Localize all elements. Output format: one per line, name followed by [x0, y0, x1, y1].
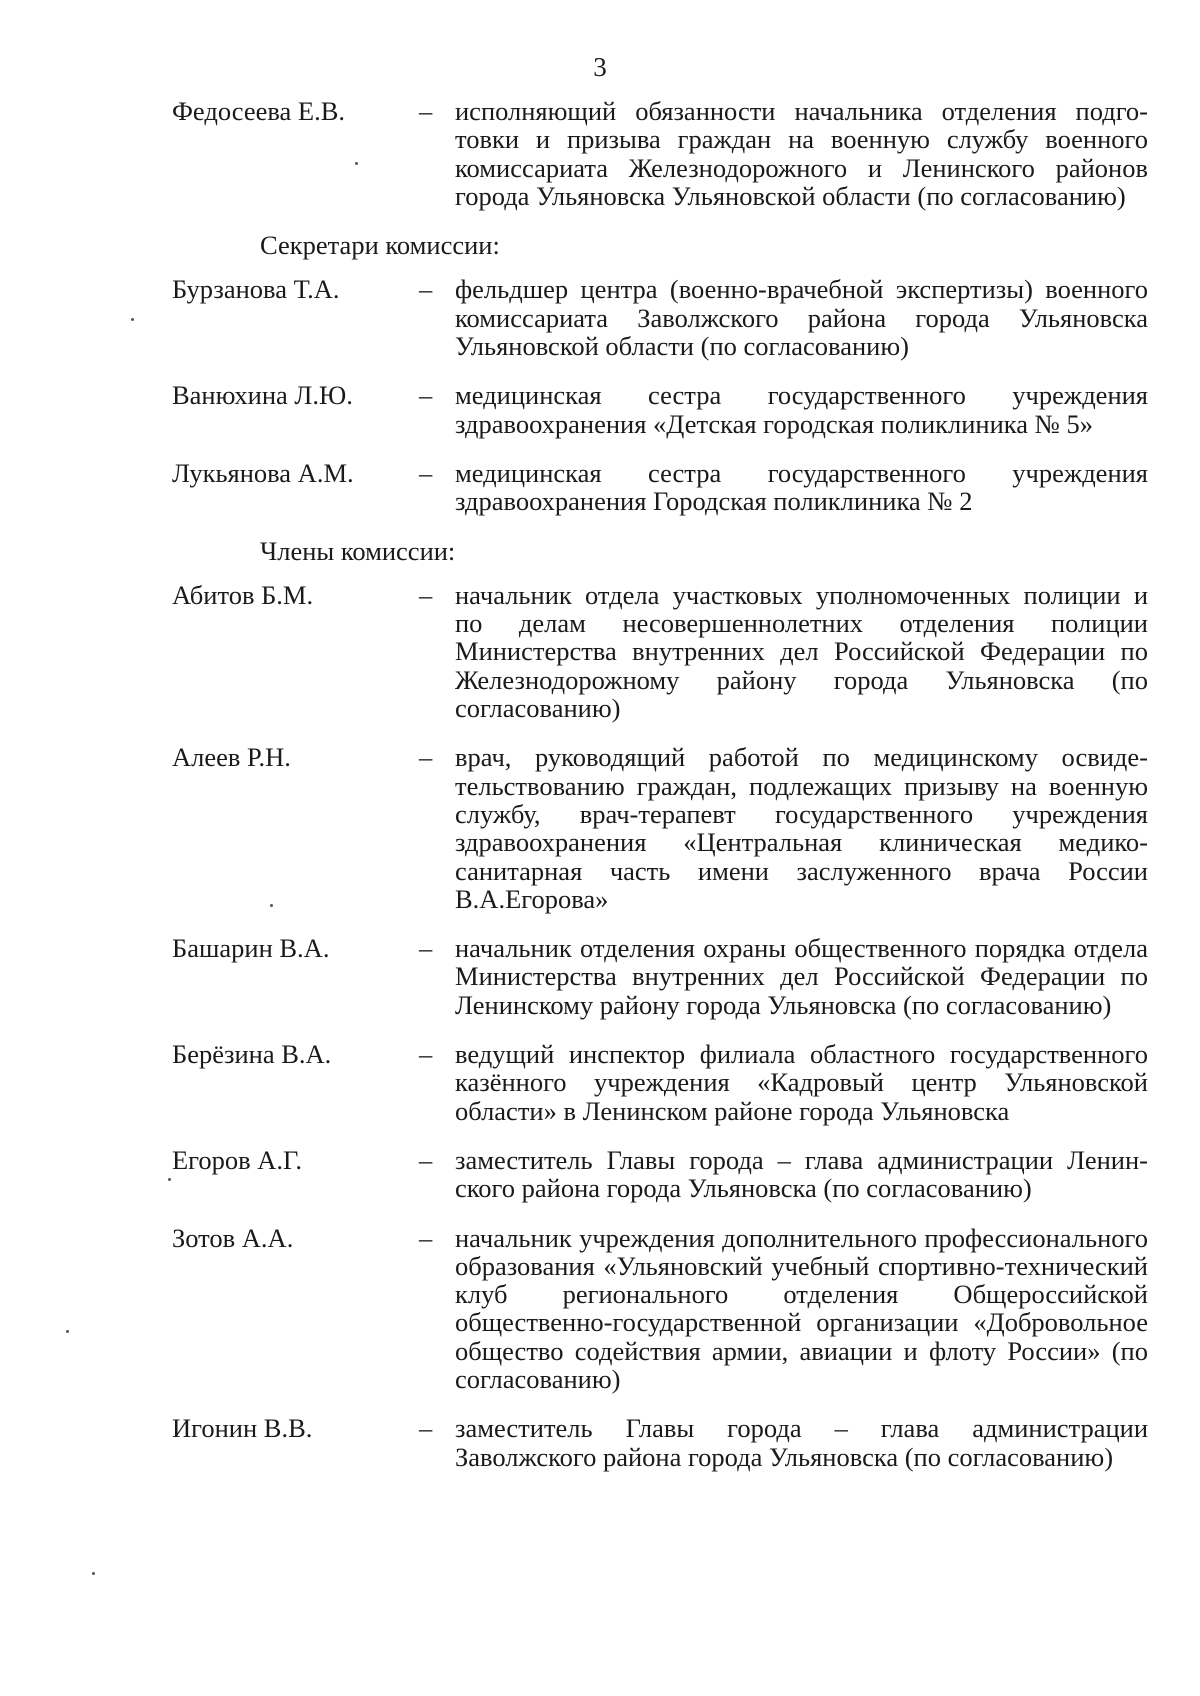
- entry-dash: –: [419, 742, 433, 773]
- person-position: медицинская сестра государственного учреждения здравоохранения «Детская городская поликлиника № 5»: [455, 380, 1148, 439]
- entry-dash: –: [419, 1039, 433, 1070]
- commission-list: [172, 97, 1148, 1492]
- person-position: начальник учреждения дополнительного профессионального образования «Ульяновский учебный спортивно-технический клуб регионального отделения Общероссийской общественно-государственной организации «Добровольное общество содействия армии, авиации и флоту России» (по согласованию): [455, 1222, 1148, 1394]
- scan-speck: [92, 1572, 95, 1575]
- person-name: Берёзина В.А.: [172, 1039, 332, 1070]
- person-entry: [172, 381, 1148, 438]
- person-name: Бурзанова Т.А.: [172, 274, 340, 305]
- person-name: Зотов А.А.: [172, 1222, 294, 1253]
- secretaries-label: Секретари комиссии:: [260, 230, 500, 261]
- entry-dash: –: [419, 1144, 433, 1175]
- scan-speck: [355, 162, 358, 165]
- scan-speck: [66, 1330, 69, 1333]
- person-position: врач, руководящий работой по медицинскому освидетельствованию граждан, подлежащих призыву на военную службу, врач-терапевт государственного учреждения здравоохранения «Центральная клиническая медико-санитарная часть имени заслуженного врача России В.А.Егорова»: [455, 742, 1148, 914]
- person-entry: [172, 1224, 1148, 1394]
- person-name: Игонин В.В.: [172, 1413, 313, 1444]
- person-entry: [172, 97, 1148, 210]
- person-position: начальник отделения охраны общественного порядка отдела Министерства внутренних дел Российской Федерации по Ленинскому району города Ульяновска (по согласованию): [455, 933, 1148, 1020]
- scan-speck: [270, 904, 273, 907]
- entry-dash: –: [419, 933, 433, 964]
- person-entry: [172, 934, 1148, 1019]
- top-entries: [172, 97, 1148, 210]
- person-position: ведущий инспектор филиала областного государственного казённого учреждения «Кадровый центр Ульяновской области» в Ленинском районе города Ульяновска: [455, 1039, 1148, 1126]
- person-position: исполняющий обязанности начальника отделения подготовки и призыва граждан на военную службу военного комиссариата Железнодорожного и Ленинского районов города Ульяновска Ульяновской области (по согласованию): [455, 96, 1148, 211]
- person-position: медицинская сестра государственного учреждения здравоохранения Городская поликлиника № 2: [455, 457, 1148, 517]
- person-name: Лукьянова А.М.: [172, 457, 354, 488]
- person-entry: [172, 1414, 1148, 1471]
- entry-dash: –: [419, 457, 433, 488]
- person-entry: [172, 743, 1148, 913]
- person-position: заместитель Главы города – глава администрации Заволжского района города Ульяновска (по согласованию): [455, 1413, 1148, 1472]
- entry-dash: –: [419, 274, 433, 305]
- person-position: начальник отдела участковых уполномоченных полиции и по делам несовершеннолетних отделения полиции Министерства внутренних дел Российской Федерации по Железнодорожному району города Ульяновска (по согласованию): [455, 579, 1148, 724]
- person-name: Егоров А.Г.: [172, 1144, 303, 1175]
- entry-dash: –: [419, 579, 433, 610]
- person-entry: [172, 459, 1148, 516]
- person-name: Башарин В.А.: [172, 933, 330, 964]
- person-name: Алеев Р.Н.: [172, 742, 291, 773]
- page-number: 3: [593, 52, 607, 82]
- entry-dash: –: [419, 1413, 433, 1444]
- entry-dash: –: [419, 380, 433, 411]
- scan-speck: [131, 318, 134, 321]
- person-entry: [172, 275, 1148, 360]
- entry-dash: –: [419, 96, 433, 126]
- members-label: Члены комиссии:: [260, 535, 456, 566]
- person-entry: [172, 581, 1148, 722]
- person-position: фельдшер центра (военно-врачебной экспертизы) военного комиссариата Заволжского района города Ульяновска Ульяновской области (по согласованию): [455, 274, 1148, 362]
- person-name: Абитов Б.М.: [172, 579, 314, 610]
- person-position: заместитель Главы города – глава администрации Ленинского района города Ульяновска (по согласованию): [455, 1144, 1148, 1204]
- person-name: Ванюхина Л.Ю.: [172, 380, 353, 411]
- scan-speck: [168, 1178, 171, 1181]
- entry-dash: –: [419, 1222, 433, 1253]
- members-list: [172, 581, 1148, 1471]
- person-entry: [172, 1146, 1148, 1203]
- person-entry: [172, 1040, 1148, 1125]
- person-name: Федосеева Е.В.: [172, 96, 346, 126]
- secretaries-list: [172, 275, 1148, 515]
